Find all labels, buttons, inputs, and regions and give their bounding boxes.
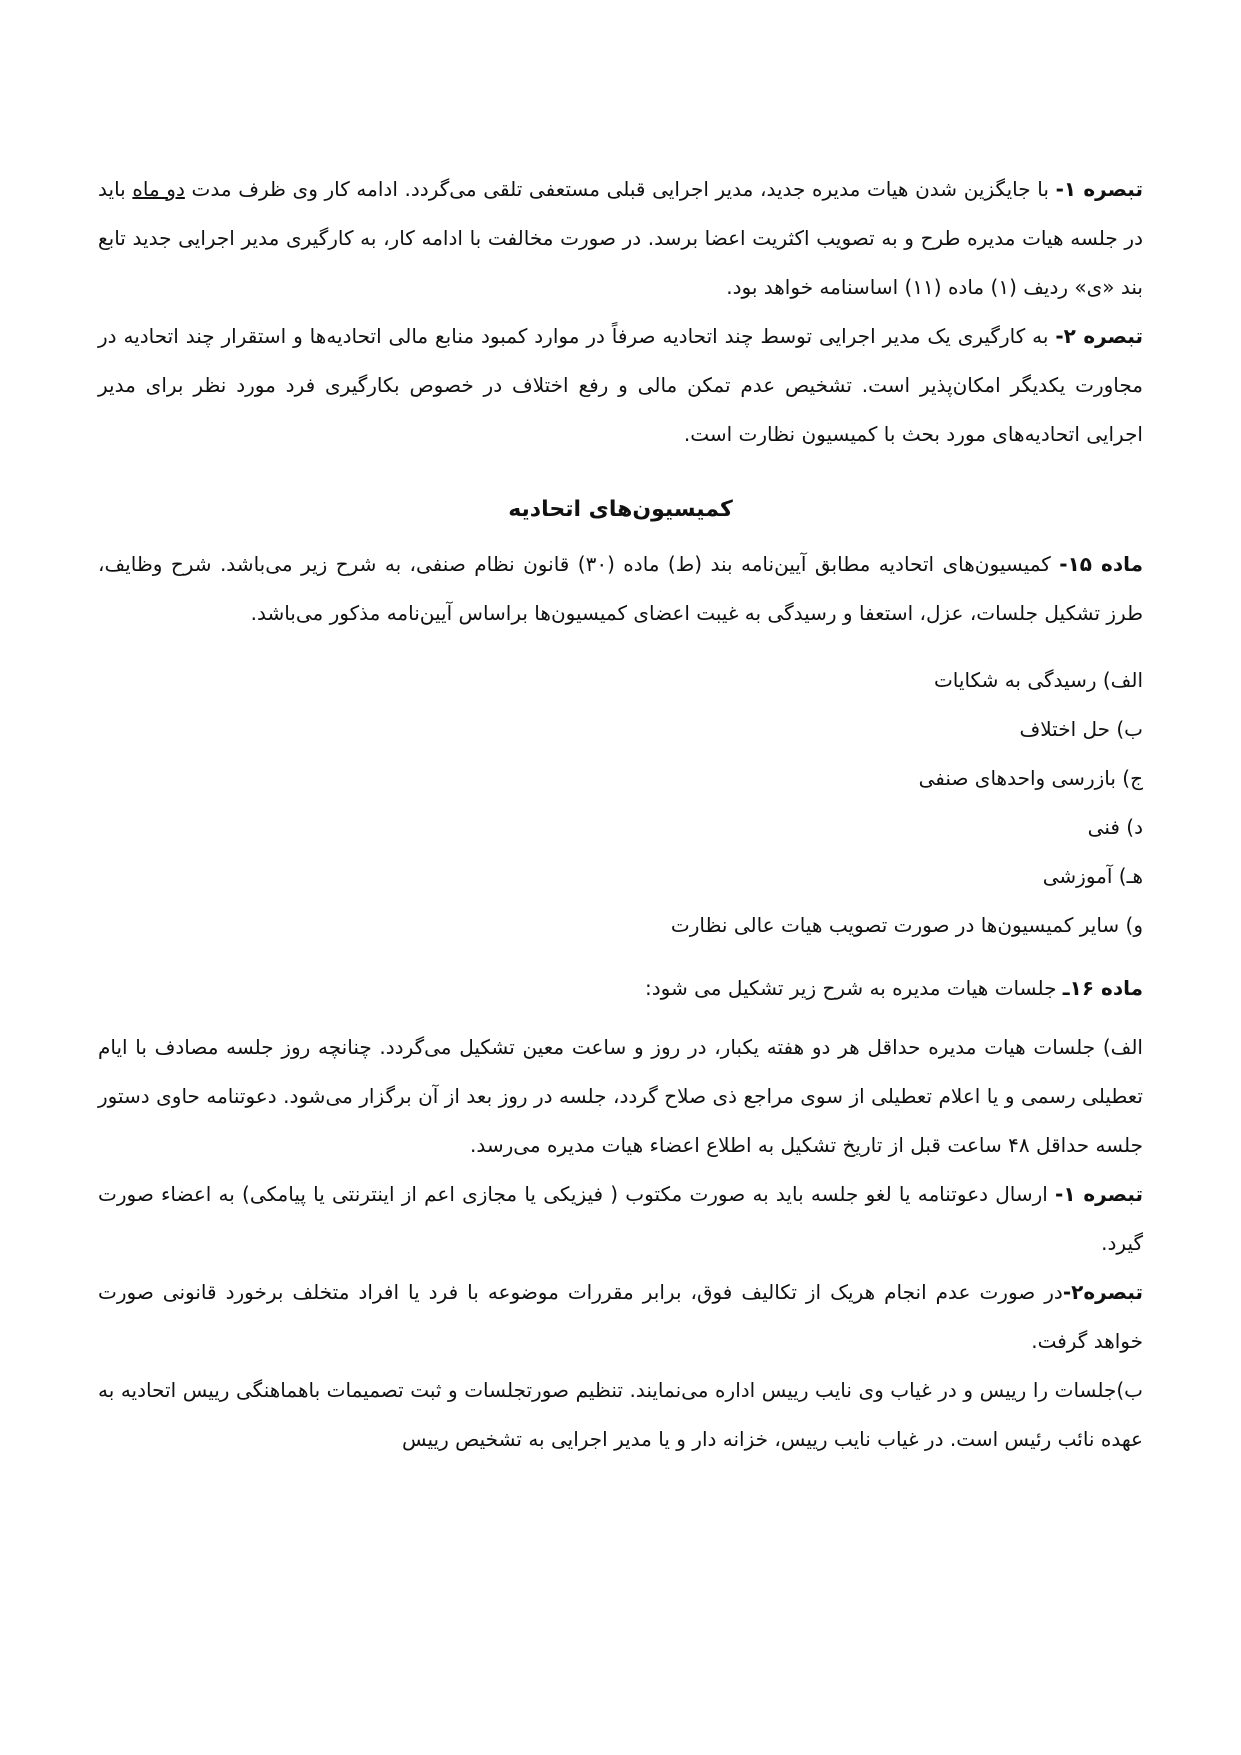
commissions-list (98, 656, 1143, 950)
note-label: تبصره ۱- (1055, 177, 1143, 201)
note-text: با جایگزین شدن هیات مدیره جدید، مدیر اجرایی قبلی مستعفی تلقی می‌گردد. ادامه کار وی ظرف مدت (184, 177, 1056, 201)
section-heading: کمیسیون‌های اتحادیه (508, 497, 733, 522)
note-label: تبصره ۲- (1055, 324, 1143, 348)
article-15-paragraph (98, 540, 1143, 638)
note-text: در صورت عدم انجام هریک از تکالیف فوق، برابر مقررات موضوعه با فرد یا افراد متخلف برخورد قانونی صورت خواهد گرفت. (98, 1280, 1143, 1353)
article-label: ماده ۱۶ـ (1062, 976, 1143, 1000)
list-item: ج) بازرسی واحدهای صنفی (918, 766, 1143, 790)
note-text: ارسال دعوتنامه یا لغو جلسه باید به صورت مکتوب ( فیزیکی یا مجازی اعم از اینترنتی یا پیامکی) به اعضاء صورت گیرد. (98, 1182, 1143, 1255)
list-item: هـ) آموزشی (1042, 864, 1143, 888)
note-text: به کارگیری یک مدیر اجرایی توسط چند اتحادیه صرفاً در موارد کمبود منابع مالی اتحادیه‌ها و استقرار چند اتحادیه در مجاورت یکدیگر امکان‌پذیر است. تشخیص عدم تمکن مالی و رفع اختلاف در خصوص بکارگیری فرد مورد نظر برای مدیر اجرایی اتحادیه‌های مورد بحث با کمیسیون نظارت است. (98, 324, 1143, 446)
clause-alef-paragraph: الف) جلسات هیات مدیره حداقل هر دو هفته یکبار، در روز و ساعت معین تشکیل می‌گردد. چنانچه روز جلسه مصادف با ایام تعطیلی رسمی و یا اعلام تعطیلی از سوی مراجع ذی صلاح گردد، جلسه در روز بعد از آن برگزار می‌شود. دعوتنامه حاوی دستور جلسه حداقل ۴۸ ساعت قبل از تاریخ تشکیل به اطلاع اعضاء هیات مدیره می‌رسد. (98, 1035, 1143, 1157)
list-item: د) فنی (1087, 815, 1143, 839)
note-1-paragraph (98, 165, 1143, 312)
underlined-text: دو ماه (132, 177, 185, 201)
article-text: کمیسیون‌های اتحادیه مطابق آیین‌نامه بند (ط) ماده (۳۰) قانون نظام صنفی، به شرح زیر می‌باشد. شرح وظایف، طرز تشکیل جلسات، عزل، استعفا و رسیدگی به غیبت اعضای کمیسیون‌ها براساس آیین‌نامه مذکور می‌باشد. (98, 552, 1143, 625)
list-item: ب) حل اختلاف (1019, 717, 1143, 741)
article-16-paragraph (98, 964, 1143, 1013)
note-text: باید در جلسه هیات مدیره طرح و به تصویب اکثریت اعضا برسد. در صورت مخالفت با ادامه کار، به کارگیری مدیر اجرایی جدید تابع بند «ی» ردیف (۱) ماده (۱۱) اساسنامه خواهد بود. (98, 177, 1143, 299)
note-label: تبصره ۱- (1055, 1182, 1143, 1206)
note-label: تبصره۲- (1062, 1280, 1143, 1304)
note-1b-paragraph (98, 1170, 1143, 1268)
list-item: و) سایر کمیسیون‌ها در صورت تصویب هیات عالی نظارت (670, 913, 1143, 937)
note-2-paragraph (98, 312, 1143, 459)
article-text: جلسات هیات مدیره به شرح زیر تشکیل می شود: (645, 976, 1063, 1000)
list-item: الف) رسیدگی به شکایات (933, 668, 1143, 692)
clause-be-paragraph: ب)جلسات را رییس و در غیاب وی نایب رییس اداره می‌نمایند. تنظیم صورتجلسات و ثبت تصمیمات باهماهنگی رییس اتحادیه به عهده نائب رئیس است. در غیاب نایب رییس، خزانه دار و یا مدیر اجرایی به تشخیص رییس (98, 1378, 1143, 1451)
article-label: ماده ۱۵- (1059, 552, 1143, 576)
note-2b-paragraph (98, 1268, 1143, 1366)
